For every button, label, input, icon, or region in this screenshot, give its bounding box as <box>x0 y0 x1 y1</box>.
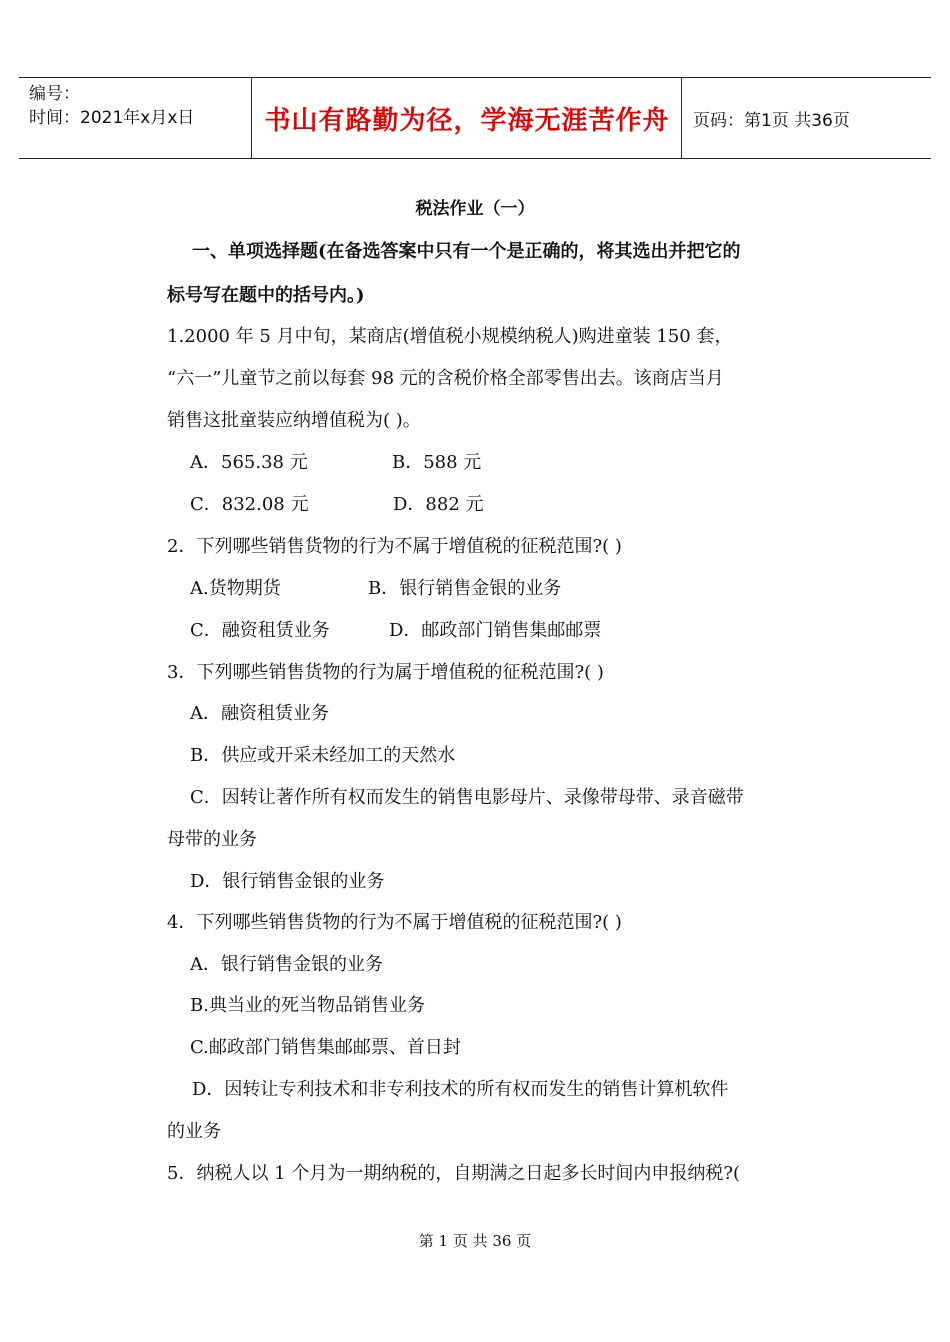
q4-option-a: A．银行销售金银的业务 <box>190 954 383 975</box>
q2-option-c: C．融资租赁业务 <box>190 620 330 641</box>
q2-stem: 2．下列哪些销售货物的行为不属于增值税的征税范围?( ) <box>167 536 622 557</box>
q1-option-a: A．565.38 元 <box>190 452 308 473</box>
q3-option-c-line2: 母带的业务 <box>167 829 257 850</box>
q4-option-c: C.邮政部门销售集邮邮票、首日封 <box>190 1037 461 1058</box>
q5-stem: 5．纳税人以 1 个月为一期纳税的，自期满之日起多长时间内申报纳税?( <box>167 1163 741 1184</box>
time-label: 时间：2021年x月x日 <box>29 108 195 128</box>
serial-label: 编号： <box>29 84 80 104</box>
motto-banner: 书山有路勤为径，学海无涯苦作舟 <box>253 78 682 158</box>
q1-option-d: D．882 元 <box>393 494 484 515</box>
page-footer: 第 1 页 共 36 页 <box>418 1232 532 1250</box>
q1-option-c: C．832.08 元 <box>190 494 309 515</box>
q3-stem: 3．下列哪些销售货物的行为属于增值税的征税范围?( ) <box>167 662 604 683</box>
section-heading-line1: 一、单项选择题(在备选答案中只有一个是正确的，将其选出并把它的 <box>192 241 741 262</box>
q4-option-d-line1: D．因转让专利技术和非专利技术的所有权而发生的销售计算机软件 <box>192 1079 729 1100</box>
q1-option-b: B．588 元 <box>392 452 482 473</box>
q2-option-b: B．银行销售金银的业务 <box>368 578 562 599</box>
q1-stem-line2: “六一”儿童节之前以每套 98 元的含税价格全部零售出去。该商店当月 <box>167 368 724 389</box>
q3-option-a: A．融资租赁业务 <box>190 703 329 724</box>
q1-stem-line1: 1.2000 年 5 月中旬，某商店(增值税小规模纳税人)购进童装 150 套， <box>167 326 733 347</box>
q2-option-a: A.货物期货 <box>190 578 281 599</box>
header-left-cell <box>19 78 252 158</box>
document-title: 税法作业（一） <box>415 199 535 219</box>
q3-option-c-line1: C．因转让著作所有权而发生的销售电影母片、录像带母带、录音磁带 <box>190 787 744 808</box>
q3-option-b: B．供应或开采未经加工的天然水 <box>190 745 456 766</box>
q1-stem-line3: 销售这批童装应纳增值税为( )。 <box>167 410 421 431</box>
section-heading-line2: 标号写在题中的括号内。) <box>167 285 365 306</box>
document-header <box>19 77 931 159</box>
page-info: 页码：第1页 共36页 <box>693 110 850 131</box>
q4-stem: 4．下列哪些销售货物的行为不属于增值税的征税范围?( ) <box>167 912 622 933</box>
q4-option-b: B.典当业的死当物品销售业务 <box>190 995 425 1016</box>
q2-option-d: D．邮政部门销售集邮邮票 <box>389 620 602 641</box>
q4-option-d-line2: 的业务 <box>167 1121 221 1142</box>
q3-option-d: D．银行销售金银的业务 <box>190 871 385 892</box>
